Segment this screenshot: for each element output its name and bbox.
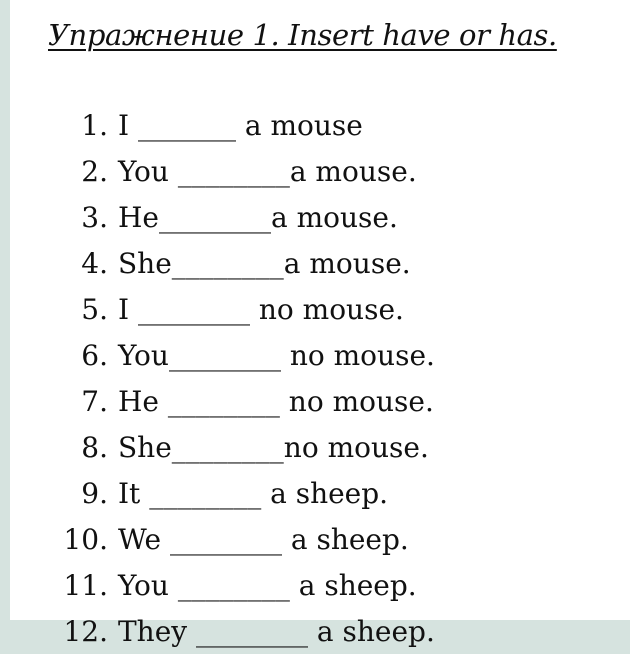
item-text: It ________ a sheep. [118,476,389,510]
list-item [10,562,435,608]
item-number: 4. [81,246,108,280]
list-item [10,516,435,562]
list-item [10,102,435,148]
item-number: 2. [81,154,108,188]
list-item [10,424,435,470]
item-text: You ________a mouse. [118,154,417,188]
item-text: She________no mouse. [118,430,429,464]
item-text: You ________ a sheep. [118,568,417,602]
item-number: 6. [81,338,108,372]
list-item [10,194,435,240]
item-text: She________a mouse. [118,246,411,280]
item-number: 10. [63,522,108,556]
list-item [10,378,435,424]
document-page [10,0,630,648]
item-number: 9. [81,476,108,510]
item-number: 1. [81,108,108,142]
exercise-title: Упражнение 1. Insert have or has. [48,18,557,52]
item-text: He ________ no mouse. [118,384,434,418]
item-text: I ________ no mouse. [118,292,404,326]
item-text: I _______ a mouse [118,108,363,142]
item-number: 8. [81,430,108,464]
list-item [10,148,435,194]
item-number: 11. [63,568,108,602]
list-item [10,240,435,286]
list-item [10,332,435,378]
item-text: We ________ a sheep. [118,522,409,556]
item-number: 3. [81,200,108,234]
item-number: 5. [81,292,108,326]
item-text: They ________ a sheep. [118,614,435,648]
list-item [10,470,435,516]
item-number: 12. [63,614,108,648]
list-item [10,608,435,654]
item-text: He________a mouse. [118,200,398,234]
item-text: You________ no mouse. [118,338,435,372]
exercise-list [10,102,435,654]
item-number: 7. [81,384,108,418]
list-item [10,286,435,332]
